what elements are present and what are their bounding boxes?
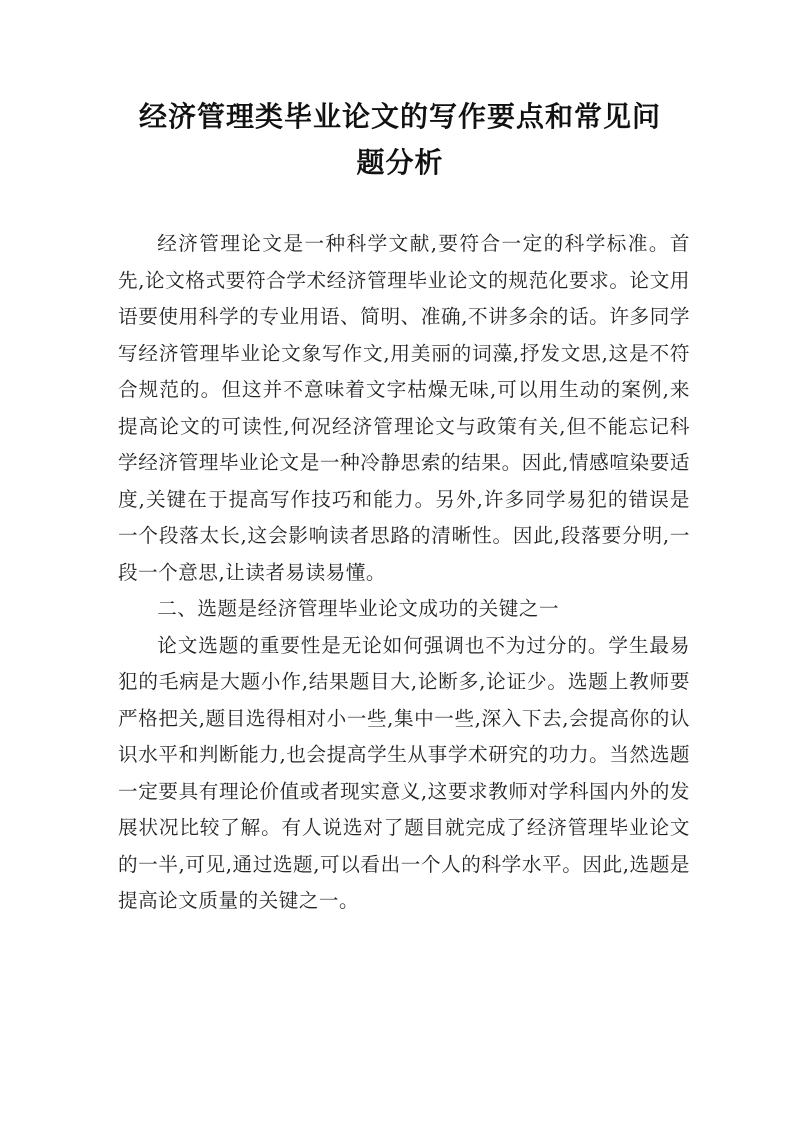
paragraph-writing-standards: 经济管理论文是一种科学文献,要符合一定的科学标准。首先,论文格式要符合学术经济管理毕业论文的规范化要求。论文用语要使用科学的专业用语、简明、准确,不讲多余的话。许多同学写经济管理毕业论文象写作文,用美丽的词藻,抒发文思,这是不符合规范的。但这并不意味着文字枯燥无味,可以用生动的案例,来提高论文的可读性,何况经济管理论文与政策有关,但不能忘记科学经济管理毕业论文是一种冷静思索的结果。因此,情感喧染要适度,关键在于提高写作技巧和能力。另外,许多同学易犯的错误是一个段落太长,这会影响读者思路的清晰性。因此,段落要分明,一段一个意思,让读者易读易懂。 bbox=[118, 232, 690, 584]
document-body bbox=[118, 226, 690, 920]
section-heading-topic-selection: 二、选题是经济管理毕业论文成功的关键之一 bbox=[157, 597, 560, 620]
title-line-1: 经济管理类毕业论文的写作要点和常见问 bbox=[138, 100, 661, 133]
document-title bbox=[110, 94, 690, 186]
title-line-2: 题分析 bbox=[356, 146, 444, 179]
paragraph-topic-selection: 论文选题的重要性是无论如何强调也不为过分的。学生最易犯的毛病是大题小作,结果题目大,论断多,论证少。选题上教师要严格把关,题目选得相对小一些,集中一些,深入下去,会提高你的认识水平和判断能力,也会提高学生从事学术研究的功力。当然选题一定要具有理论价值或者现实意义,这要求教师对学科国内外的发展状况比较了解。有人说选对了题目就完成了经济管理毕业论文的一半,可见,通过选题,可以看出一个人的科学水平。因此,选题是提高论文质量的关键之一。 bbox=[118, 633, 690, 912]
